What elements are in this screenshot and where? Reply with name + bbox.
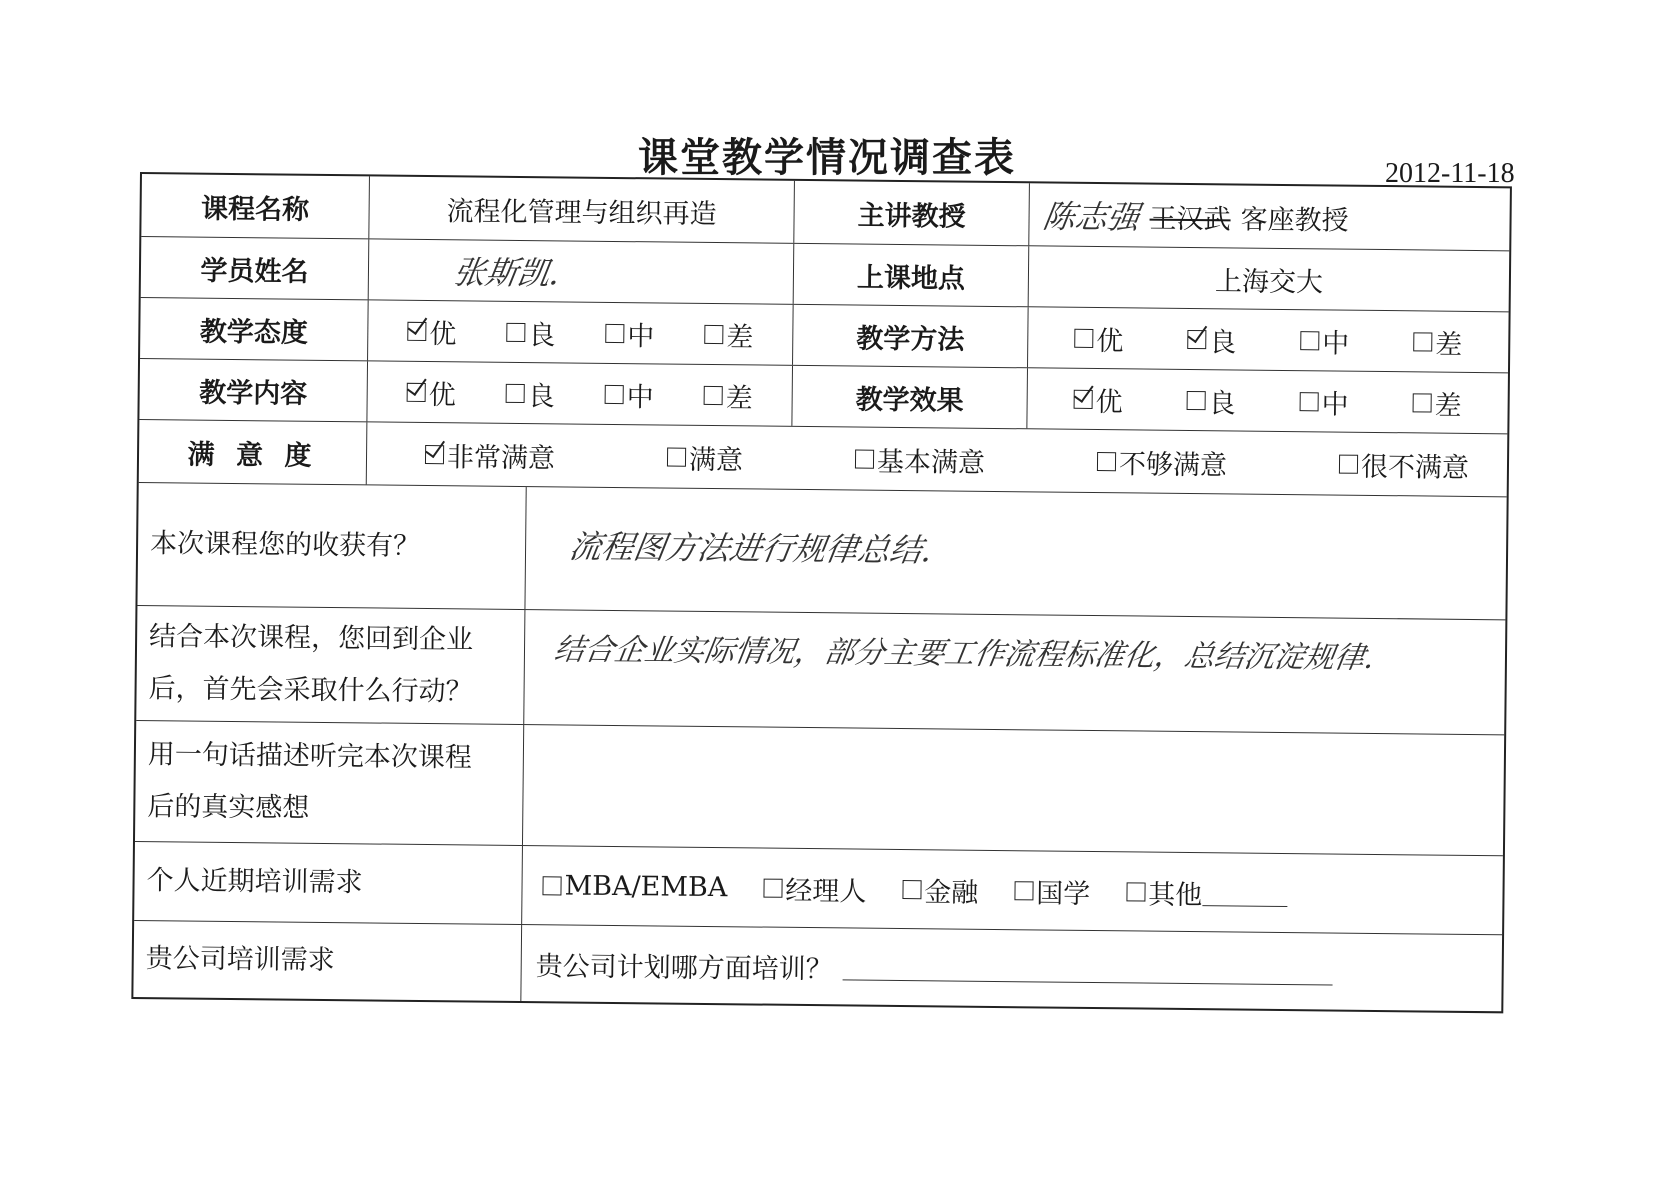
checkbox[interactable] xyxy=(1126,882,1145,901)
company-training-blank-line[interactable] xyxy=(843,953,1333,985)
method-options xyxy=(1028,307,1509,372)
personal-training-row xyxy=(134,842,1503,935)
professor-struck: 王汉武 xyxy=(1149,203,1231,235)
form-title: 课堂教学情况调查表 xyxy=(638,135,1016,181)
professor-label: 主讲教授 xyxy=(794,181,1030,245)
checkbox[interactable] xyxy=(704,324,723,343)
checkbox[interactable] xyxy=(1097,452,1116,471)
satisfaction-option-satisfied[interactable]: 满意 xyxy=(667,437,743,477)
checked-checkbox[interactable] xyxy=(425,445,444,464)
satisfaction-option-not-satisfied[interactable]: 不够满意 xyxy=(1097,442,1227,482)
student-name-handwritten: 张斯凯. xyxy=(450,253,563,293)
feeling-answer[interactable] xyxy=(523,725,1504,855)
checkbox[interactable] xyxy=(506,322,525,341)
feeling-question: 用一句话描述听完本次课程 后的真实感想 xyxy=(135,721,524,845)
feeling-row xyxy=(135,721,1504,856)
checked-checkbox[interactable] xyxy=(407,321,426,340)
training-option-finance[interactable]: 金融 xyxy=(902,870,978,910)
action-answer[interactable] xyxy=(524,610,1505,734)
content-option-poor[interactable]: 差 xyxy=(703,375,752,415)
action-row xyxy=(136,606,1505,735)
gains-answer[interactable] xyxy=(525,487,1506,619)
checkbox[interactable] xyxy=(1413,332,1432,351)
training-option-other[interactable]: 其他 xyxy=(1126,872,1287,913)
satisfaction-label: 满 意 度 xyxy=(139,420,368,484)
method-option-excellent[interactable]: 优 xyxy=(1074,318,1123,358)
student-name-field[interactable] xyxy=(369,239,795,303)
professor-field[interactable] xyxy=(1029,183,1510,250)
method-option-medium[interactable]: 中 xyxy=(1300,321,1349,361)
form-date: 2012-11-18 xyxy=(1385,158,1515,189)
effect-option-good[interactable]: 良 xyxy=(1186,380,1235,420)
checkbox[interactable] xyxy=(1339,454,1358,473)
attitude-option-excellent[interactable]: 优 xyxy=(407,311,456,351)
location-field[interactable]: 上海交大 xyxy=(1214,265,1324,298)
checked-checkbox[interactable] xyxy=(1074,389,1093,408)
personal-training-options xyxy=(522,846,1503,934)
course-name-field[interactable]: 流程化管理与组织再造 xyxy=(369,176,795,242)
checkbox[interactable] xyxy=(1413,393,1432,412)
personal-training-label: 个人近期培训需求 xyxy=(134,842,523,924)
checkbox[interactable] xyxy=(605,384,624,403)
attitude-option-good[interactable]: 良 xyxy=(506,312,555,352)
content-option-excellent[interactable]: 优 xyxy=(407,372,456,412)
satisfaction-options xyxy=(367,422,1508,496)
checkbox[interactable] xyxy=(1300,331,1319,350)
checkbox[interactable] xyxy=(542,876,561,895)
checkbox[interactable] xyxy=(605,323,624,342)
checkbox[interactable] xyxy=(1014,881,1033,900)
training-option-mba[interactable]: MBA/EMBA xyxy=(542,870,727,903)
student-name-label: 学员姓名 xyxy=(141,237,370,299)
company-training-label: 贵公司培训需求 xyxy=(133,921,522,1001)
checked-checkbox[interactable] xyxy=(407,382,426,401)
professor-suffix: 客座教授 xyxy=(1240,204,1349,237)
satisfaction-option-basically-satisfied[interactable]: 基本满意 xyxy=(855,439,985,479)
effect-option-excellent[interactable]: 优 xyxy=(1073,379,1122,419)
checkbox[interactable] xyxy=(1300,392,1319,411)
satisfaction-option-very-unsatisfied[interactable]: 很不满意 xyxy=(1339,444,1469,484)
gains-row xyxy=(137,483,1506,620)
checkbox[interactable] xyxy=(506,383,525,402)
attitude-label: 教学态度 xyxy=(140,298,369,360)
method-option-good[interactable]: 良 xyxy=(1187,319,1236,359)
content-label: 教学内容 xyxy=(139,359,368,421)
checked-checkbox[interactable] xyxy=(1187,329,1206,348)
content-options xyxy=(367,361,793,425)
location-label: 上课地点 xyxy=(794,244,1030,306)
effect-option-poor[interactable]: 差 xyxy=(1412,383,1461,423)
company-training-question: 贵公司计划哪方面培训？ xyxy=(535,950,833,985)
method-label: 教学方法 xyxy=(793,305,1029,367)
effect-label: 教学效果 xyxy=(792,366,1028,428)
action-question: 结合本次课程，您回到企业 后，首先会采取什么行动？ xyxy=(136,606,525,724)
satisfaction-option-very-satisfied[interactable]: 非常满意 xyxy=(425,435,555,475)
company-training-row xyxy=(133,921,1502,1011)
attitude-options xyxy=(368,300,794,364)
survey-form xyxy=(131,172,1512,1013)
other-blank-line[interactable] xyxy=(1202,879,1287,907)
training-option-guoxue[interactable]: 国学 xyxy=(1014,871,1090,911)
gains-answer-handwritten: 流程图方法进行规律总结. xyxy=(566,527,935,570)
training-option-manager[interactable]: 经理人 xyxy=(763,868,866,908)
checkbox[interactable] xyxy=(855,449,874,468)
action-answer-handwritten: 结合企业实际情况，部分主要工作流程标准化，总结沉淀规律. xyxy=(551,632,1377,676)
checkbox[interactable] xyxy=(704,385,723,404)
course-name-label: 课程名称 xyxy=(141,174,370,238)
attitude-option-poor[interactable]: 差 xyxy=(704,314,753,354)
checkbox[interactable] xyxy=(1187,390,1206,409)
professor-handwritten: 陈志强 xyxy=(1040,197,1143,237)
effect-option-medium[interactable]: 中 xyxy=(1299,382,1348,422)
checkbox[interactable] xyxy=(763,878,782,897)
method-option-poor[interactable]: 差 xyxy=(1413,322,1462,362)
content-option-good[interactable]: 良 xyxy=(506,373,555,413)
effect-options xyxy=(1027,368,1508,433)
checkbox[interactable] xyxy=(902,880,921,899)
attitude-option-medium[interactable]: 中 xyxy=(605,313,654,353)
content-option-medium[interactable]: 中 xyxy=(604,374,653,414)
gains-question: 本次课程您的收获有？ xyxy=(137,483,526,609)
checkbox[interactable] xyxy=(1074,328,1093,347)
company-training-field xyxy=(521,925,1502,1011)
checkbox[interactable] xyxy=(667,447,686,466)
